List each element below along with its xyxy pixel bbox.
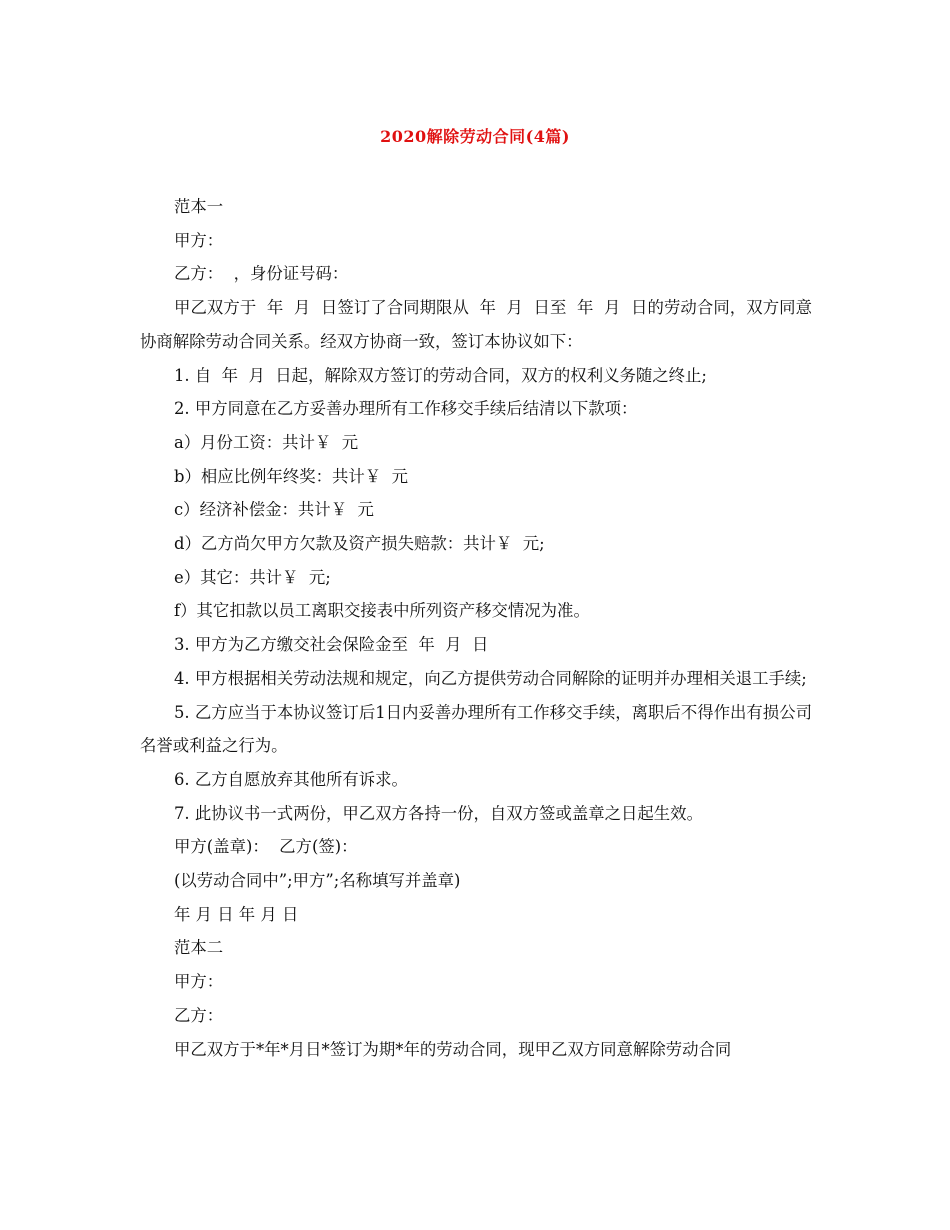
- paragraph: 6. 乙方自愿放弃其他所有诉求。: [174, 769, 408, 789]
- paragraph: 5. 乙方应当于本协议签订后1日内妥善办理所有工作移交手续，离职后不得作出有损公司名誉或利益之行为。: [140, 702, 812, 756]
- paragraph: 甲方(盖章)： 乙方(签)：: [174, 837, 358, 857]
- paragraph: 甲方：: [174, 972, 224, 992]
- paragraph: d）乙方尚欠甲方欠款及资产损失赔款：共计￥ 元;: [174, 534, 545, 554]
- paragraph: a）月份工资：共计￥ 元: [174, 432, 359, 452]
- paragraph: f）其它扣款以员工离职交接表中所列资产移交情况为准。: [174, 601, 590, 621]
- paragraph: 4. 甲方根据相关劳动法规和规定，向乙方提供劳动合同解除的证明并办理相关退工手续;: [174, 668, 807, 688]
- paragraph: 甲乙双方于 年 月 日签订了合同期限从 年 月 日至 年 月 日的劳动合同，双方同意协商解除劳动合同关系。经双方协商一致，签订本协议如下：: [140, 298, 812, 351]
- paragraph: c）经济补偿金：共计￥ 元: [174, 500, 374, 520]
- paragraph: 乙方： ，身份证号码：: [174, 264, 349, 284]
- paragraph: 范本一: [174, 197, 224, 216]
- document-body: [140, 190, 812, 1066]
- paragraph: 乙方：: [174, 1005, 224, 1025]
- document-title: 2020解除劳动合同(4篇): [380, 127, 570, 146]
- paragraph: 1. 自 年 月 日起，解除双方签订的劳动合同，双方的权利义务随之终止;: [174, 365, 707, 385]
- paragraph: 3. 甲方为乙方缴交社会保险金至 年 月 日: [174, 635, 489, 655]
- paragraph: 甲乙双方于*年*月日*签订为期*年的劳动合同，现甲乙双方同意解除劳动合同: [174, 1039, 732, 1059]
- paragraph: 甲方：: [174, 230, 224, 250]
- paragraph: 2. 甲方同意在乙方妥善办理所有工作移交手续后结清以下款项：: [174, 399, 638, 419]
- paragraph: e）其它：共计￥ 元;: [174, 567, 331, 587]
- paragraph: 年 月 日 年 月 日: [174, 904, 299, 924]
- paragraph: b）相应比例年终奖：共计￥ 元: [174, 466, 408, 486]
- paragraph: 范本二: [174, 938, 224, 958]
- paragraph: 7. 此协议书一式两份，甲乙双方各持一份，自双方签或盖章之日起生效。: [174, 803, 703, 823]
- paragraph: (以劳动合同中”;甲方”;名称填写并盖章): [174, 871, 461, 891]
